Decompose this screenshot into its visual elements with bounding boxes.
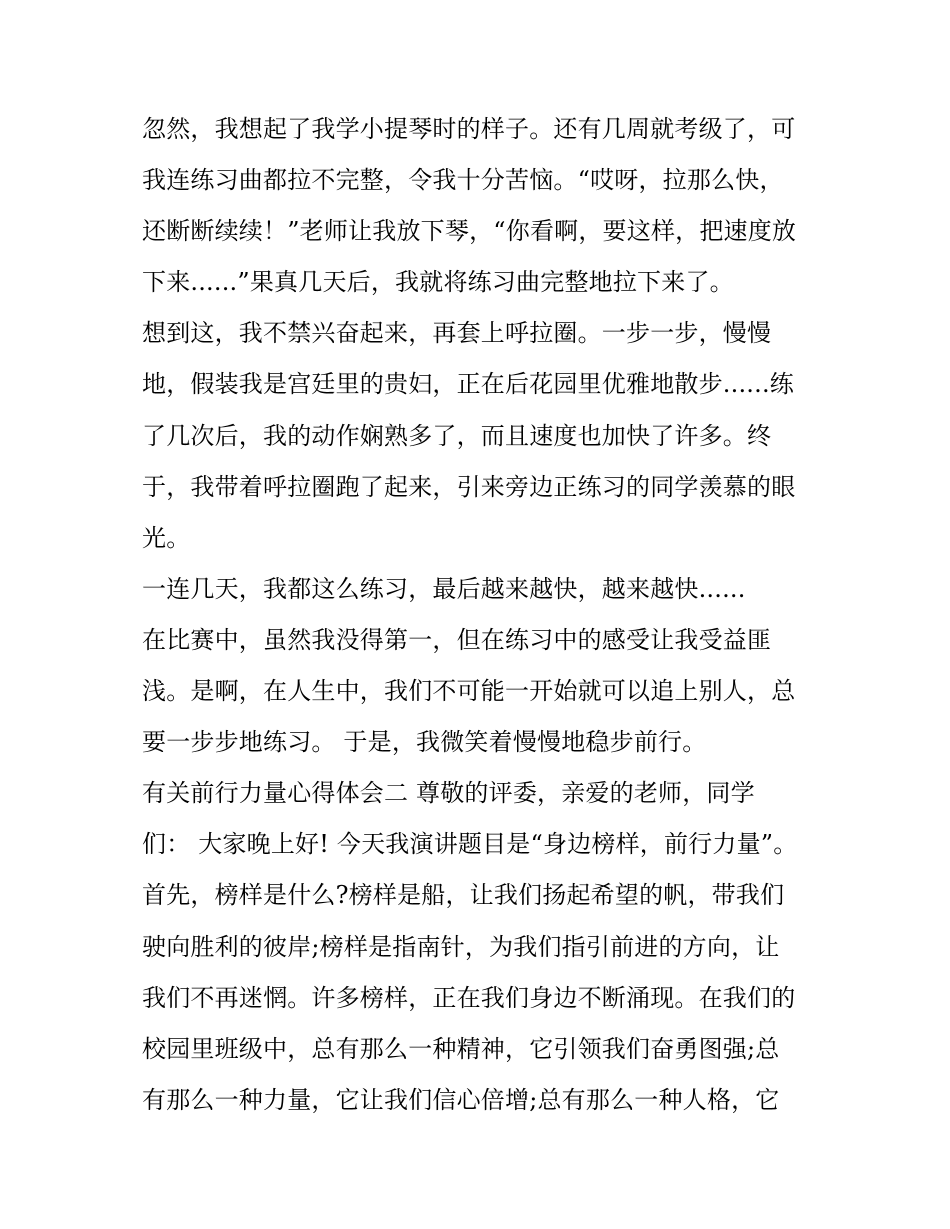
- text-line: 忽然，我想起了我学小提琴时的样子。还有几周就考级了，可: [142, 115, 796, 143]
- text-line: 驶向胜利的彼岸;榜样是指南针，为我们指引前进的方向，让: [142, 932, 780, 961]
- text-line: 还断断续续！”老师让我放下琴，“你看啊，要这样，把速度放: [142, 217, 797, 246]
- text-line: 了几次后，我的动作娴熟多了，而且速度也加快了许多。终: [142, 421, 772, 450]
- body-text: [142, 104, 822, 1126]
- text-line: 光。: [142, 523, 191, 552]
- text-line: 要一步步地练习。 于是，我微笑着慢慢地稳步前行。: [142, 728, 707, 757]
- text-line: 我连练习曲都拉不完整，令我十分苦恼。“哎呀，拉那么快，: [142, 166, 784, 195]
- text-line: 于，我带着呼拉圈跑了起来，引来旁边正练习的同学羡慕的眼: [142, 472, 796, 501]
- text-line: 下来......”果真几天后，我就将练习曲完整地拉下来了。: [142, 268, 734, 297]
- text-line: 在比赛中，虽然我没得第一，但在练习中的感受让我受益匪: [142, 625, 772, 654]
- text-line: 有那么一种力量，它让我们信心倍增;总有那么一种人格，它: [142, 1085, 780, 1114]
- text-line: 地，假装我是宫廷里的贵妇，正在后花园里优雅地散步......练: [142, 370, 794, 399]
- text-line: 们： 大家晚上好! 今天我演讲题目是“身边榜样，前行力量”。: [142, 830, 798, 859]
- text-line: 一连几天，我都这么练习，最后越来越快，越来越快......: [142, 574, 746, 603]
- text-line: 有关前行力量心得体会二 尊敬的评委，亲爱的老师，同学: [142, 779, 755, 808]
- text-line: 我们不再迷惘。许多榜样，正在我们身边不断涌现。在我们的: [142, 983, 796, 1012]
- text-line: 校园里班级中，总有那么一种精神，它引领我们奋勇图强;总: [142, 1034, 780, 1063]
- text-line: 浅。是啊，在人生中，我们不可能一开始就可以追上别人，总: [142, 677, 796, 706]
- text-line: 想到这，我不禁兴奋起来，再套上呼拉圈。一步一步，慢慢: [142, 319, 772, 348]
- text-line: 首先，榜样是什么?榜样是船，让我们扬起希望的帆，带我们: [142, 881, 785, 910]
